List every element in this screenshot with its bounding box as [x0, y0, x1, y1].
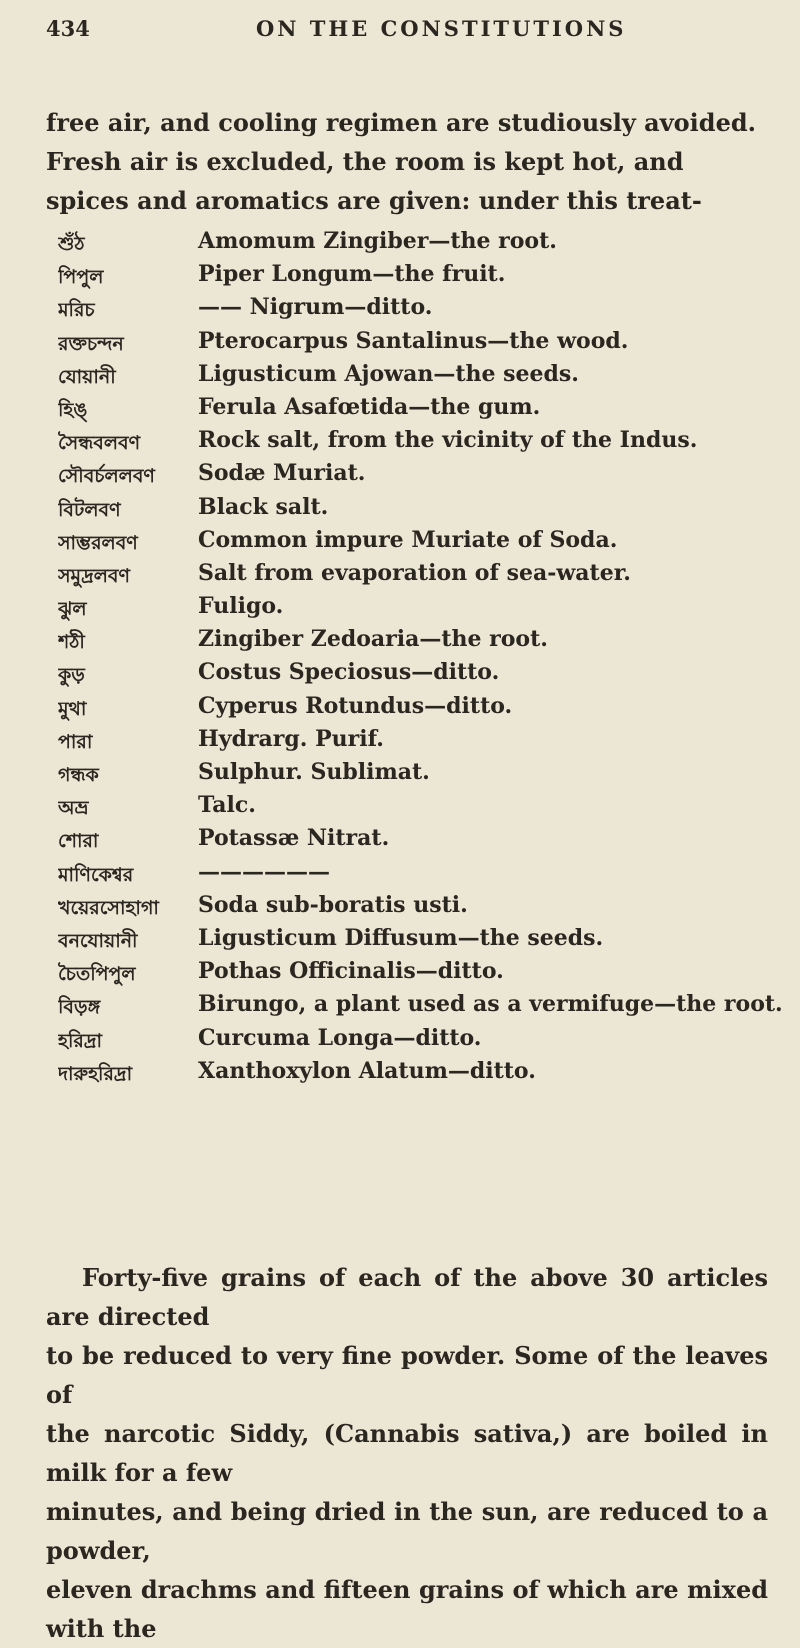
- text-line: Forty-five grains of each of the above 30 articles are directed: [46, 1263, 768, 1331]
- drug-row: [46, 460, 768, 493]
- text-line: minutes, and being dried in the sun, are reduced to a powder,: [46, 1497, 768, 1565]
- latin-name: ——————: [198, 858, 330, 885]
- latin-name: Curcuma Longa—ditto.: [198, 1024, 482, 1051]
- vernacular-name: বিড়ঙ্গ: [58, 996, 101, 1019]
- vernacular-name: শুঁঠ: [58, 233, 85, 255]
- text-line: spices and aromatics are given: under this treat-: [46, 186, 702, 215]
- page-number: 434: [46, 16, 90, 41]
- vernacular-name: দারুহরিদ্রা: [58, 1062, 133, 1085]
- latin-name: Sodæ Muriat.: [198, 460, 366, 487]
- drug-row: [46, 958, 768, 991]
- latin-name: Birungo, a plant used as a vermifuge—the root.: [198, 991, 783, 1018]
- running-title: ON THE CONSTITUTIONS: [256, 16, 627, 41]
- closing-paragraph: [46, 1258, 768, 1648]
- latin-name: Salt from evaporation of sea-water.: [198, 559, 631, 586]
- drug-row: [46, 726, 768, 759]
- latin-name: Soda sub-boratis usti.: [198, 891, 468, 918]
- drug-row: [46, 593, 768, 626]
- vernacular-name: গন্ধক: [58, 764, 99, 786]
- vernacular-name: কুড়: [58, 664, 85, 687]
- vernacular-name: সমুদ্রলবণ: [58, 564, 130, 587]
- text-line: Fresh air is excluded, the room is kept hot, and: [46, 147, 684, 176]
- vernacular-name: শঠী: [58, 631, 85, 654]
- vernacular-name: পিপুল: [58, 266, 104, 289]
- vernacular-name: বিটলবণ: [58, 498, 121, 521]
- latin-name: Costus Speciosus—ditto.: [198, 659, 500, 686]
- drug-row: [46, 228, 768, 261]
- latin-name: Rock salt, from the vicinity of the Indus.: [198, 427, 698, 454]
- vernacular-name: বনযোয়ানী: [58, 929, 138, 952]
- drug-row: [46, 1025, 768, 1058]
- vernacular-name: খয়েরসোহাগা: [58, 896, 159, 919]
- latin-name: Zingiber Zedoaria—the root.: [198, 626, 548, 653]
- latin-name: Sulphur. Sublimat.: [198, 759, 430, 785]
- vernacular-name: অভ্র: [58, 797, 89, 820]
- latin-name: Fuligo.: [198, 593, 284, 620]
- drug-row: [46, 394, 768, 427]
- vernacular-name: সৌবর্চললবণ: [58, 465, 155, 488]
- vernacular-name: হিঙ্: [58, 398, 88, 421]
- drug-row: [46, 328, 768, 361]
- text-line: the narcotic Siddy, (Cannabis sativa,) are boiled in milk for a few: [46, 1419, 768, 1487]
- latin-name: Hydrarg. Purif.: [198, 725, 384, 752]
- drug-row: [46, 494, 768, 527]
- vernacular-name: সৈন্ধবলবণ: [58, 432, 141, 455]
- drug-row: [46, 361, 768, 394]
- vernacular-name: পারা: [58, 730, 93, 753]
- drug-row: [46, 626, 768, 659]
- latin-name: Piper Longum—the fruit.: [198, 261, 506, 288]
- drug-row: [46, 991, 783, 1024]
- vernacular-name: মাণিকেশ্বর: [58, 863, 134, 886]
- intro-paragraph: [46, 103, 768, 220]
- drug-row: [46, 1058, 768, 1091]
- latin-name: Amomum Zingiber—the root.: [198, 228, 557, 254]
- drug-row: [46, 759, 768, 792]
- vernacular-name: যোয়ানী: [58, 365, 116, 388]
- latin-name: Ferula Asafœtida—the gum.: [198, 393, 541, 420]
- drug-row: [46, 693, 768, 726]
- vernacular-name: রক্তচন্দন: [58, 332, 124, 355]
- vernacular-name: চৈতপিপুল: [58, 963, 136, 986]
- drug-row: [46, 825, 768, 858]
- vernacular-name: সাম্ভরলবণ: [58, 531, 138, 554]
- drug-row: [46, 427, 768, 460]
- drug-row: [46, 659, 768, 692]
- drug-row: [46, 792, 768, 825]
- drug-row: [46, 261, 768, 294]
- latin-name: Ligusticum Ajowan—the seeds.: [198, 360, 579, 387]
- latin-name: Potassæ Nitrat.: [198, 825, 390, 852]
- drug-row: [46, 925, 768, 958]
- text-line: eleven drachms and fifteen grains of which are mixed with the: [46, 1575, 768, 1643]
- drug-row: [46, 294, 768, 327]
- vernacular-name: ঝুল: [58, 598, 87, 621]
- latin-name: —— Nigrum—ditto.: [198, 294, 433, 321]
- drug-row: [46, 560, 768, 593]
- latin-name: Ligusticum Diffusum—the seeds.: [198, 924, 604, 951]
- text-line: to be reduced to very fine powder. Some of the leaves of: [46, 1341, 768, 1409]
- drug-row: [46, 527, 768, 560]
- vernacular-name: হরিদ্রা: [58, 1029, 103, 1052]
- vernacular-name: শোরা: [58, 830, 99, 853]
- latin-name: Pterocarpus Santalinus—the wood.: [198, 327, 629, 354]
- drug-row: [46, 859, 768, 892]
- latin-name: Common impure Muriate of Soda.: [198, 526, 618, 553]
- latin-name: Cyperus Rotundus—ditto.: [198, 692, 513, 719]
- latin-name: Xanthoxylon Alatum—ditto.: [198, 1057, 536, 1084]
- latin-name: Pothas Officinalis—ditto.: [198, 958, 504, 985]
- latin-name: Talc.: [198, 792, 256, 819]
- drug-row: [46, 892, 768, 925]
- vernacular-name: মরিচ: [58, 299, 95, 322]
- page-header: [46, 16, 766, 56]
- vernacular-name: মুথা: [58, 697, 87, 720]
- latin-name: Black salt.: [198, 493, 329, 520]
- text-line: free air, and cooling regimen are studiously avoided.: [46, 108, 756, 137]
- drug-list: [46, 228, 783, 1091]
